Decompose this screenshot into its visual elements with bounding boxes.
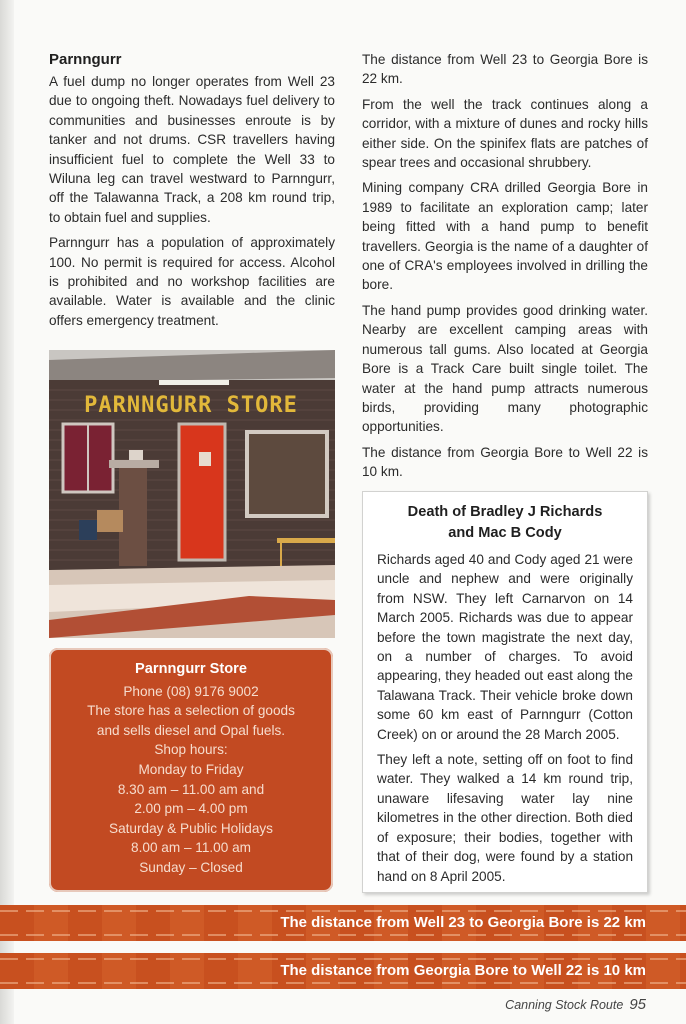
paragraph: They left a note, setting off on foot to find water. They walked a 14 km round trip, unaware lifesaving water lay nine kilometres in the other direction. Both died of exposure; their bodies, together with that of their dog, were found by a station hand on 8 April 2005. bbox=[377, 752, 633, 884]
store-sign: PARNNGURR STORE bbox=[84, 393, 298, 418]
distance-band: The distance from Well 23 to Georgia Bore is 22 km bbox=[0, 905, 686, 941]
store-hours-line: Monday to Friday bbox=[138, 761, 244, 777]
store-hours-line: 8.30 am – 11.00 am and bbox=[117, 781, 265, 797]
page-gutter-shadow bbox=[0, 0, 14, 1024]
left-column bbox=[49, 50, 335, 336]
book-title: Canning Stock Route bbox=[505, 998, 624, 1012]
store-info-box bbox=[49, 648, 333, 892]
page-number: 95 bbox=[629, 996, 646, 1013]
death-box-title-line1: Death of Bradley J Richards bbox=[407, 504, 603, 520]
store-info-line: and sells diesel and Opal fuels. bbox=[96, 722, 286, 738]
paragraph: Parnngurr has a population of approximately 100. No permit is required for access. Alcohol is prohibited and no workshop facilities are available. Water is available and the clinic offers emergency treatment. bbox=[49, 235, 335, 328]
store-hours-line: 8.00 am – 11.00 am bbox=[131, 840, 251, 856]
distance-band: The distance from Georgia Bore to Well 22 is 10 km bbox=[0, 953, 686, 989]
section-heading: Parnngurr bbox=[49, 51, 122, 68]
store-hours-line: Saturday & Public Holidays bbox=[109, 820, 273, 836]
paragraph: Richards aged 40 and Cody aged 21 were uncle and nephew and were originally from NSW. They left Carnarvon on 14 March 2005. Richards was due to appear before the town magistrate the next day, on a number of charges. To avoid appearing, they headed out east along the Talawana Track. Their vehicle broke down some 60 km east of Parnngurr (Cotton Creek) on or around the 28 March 2005. bbox=[377, 552, 633, 742]
store-hours-line: Sunday – Closed bbox=[139, 859, 243, 875]
paragraph: The distance from Well 23 to Georgia Bore is 22 km. bbox=[362, 52, 648, 87]
paragraph: Mining company CRA drilled Georgia Bore in 1989 to facilitate an exploration camp; later being fitted with a hand pump to benefit travellers. Georgia is the name of a daughter of one of CRA's employees involved in drilling the bore. bbox=[362, 180, 648, 293]
store-hours-heading: Shop hours: bbox=[154, 742, 228, 758]
death-box-title-line2: and Mac B Cody bbox=[448, 525, 562, 541]
paragraph: The hand pump provides good drinking water. Nearby are excellent camping areas with numerous tall gums. Also located at Georgia Bore is a Track Care built single toilet. The water at the hand pump attracts numerous birds, providing many photographic opportunities. bbox=[362, 302, 648, 435]
death-box-title bbox=[377, 502, 633, 544]
store-photo bbox=[49, 350, 335, 638]
paragraph: From the well the track continues along a corridor, with a mixture of dunes and rocky hills either side. On the spinifex flats are patches of spear trees and occasional shrubbery. bbox=[362, 96, 648, 171]
death-sidebar-box bbox=[362, 491, 648, 893]
store-photo-illustration bbox=[49, 350, 335, 638]
store-hours-line: 2.00 pm – 4.00 pm bbox=[134, 801, 248, 817]
paragraph: The distance from Georgia Bore to Well 22 is 10 km. bbox=[362, 444, 648, 480]
page-footer bbox=[505, 996, 646, 1013]
store-phone: Phone (08) 9176 9002 bbox=[123, 683, 259, 699]
store-box-title: Parnngurr Store bbox=[135, 661, 247, 677]
store-info-line: The store has a selection of goods bbox=[87, 703, 295, 719]
right-column bbox=[362, 50, 648, 488]
paragraph: A fuel dump no longer operates from Well 23 due to ongoing theft. Nowadays fuel delivery to communities and businesses enroute is by tanker and not drums. CSR travellers having insufficient fuel to complete the Well 33 to Wiluna leg can travel westward to Parnngurr, off the Talawanna Track, a 208 km round trip, to obtain fuel and supplies. bbox=[49, 74, 335, 225]
